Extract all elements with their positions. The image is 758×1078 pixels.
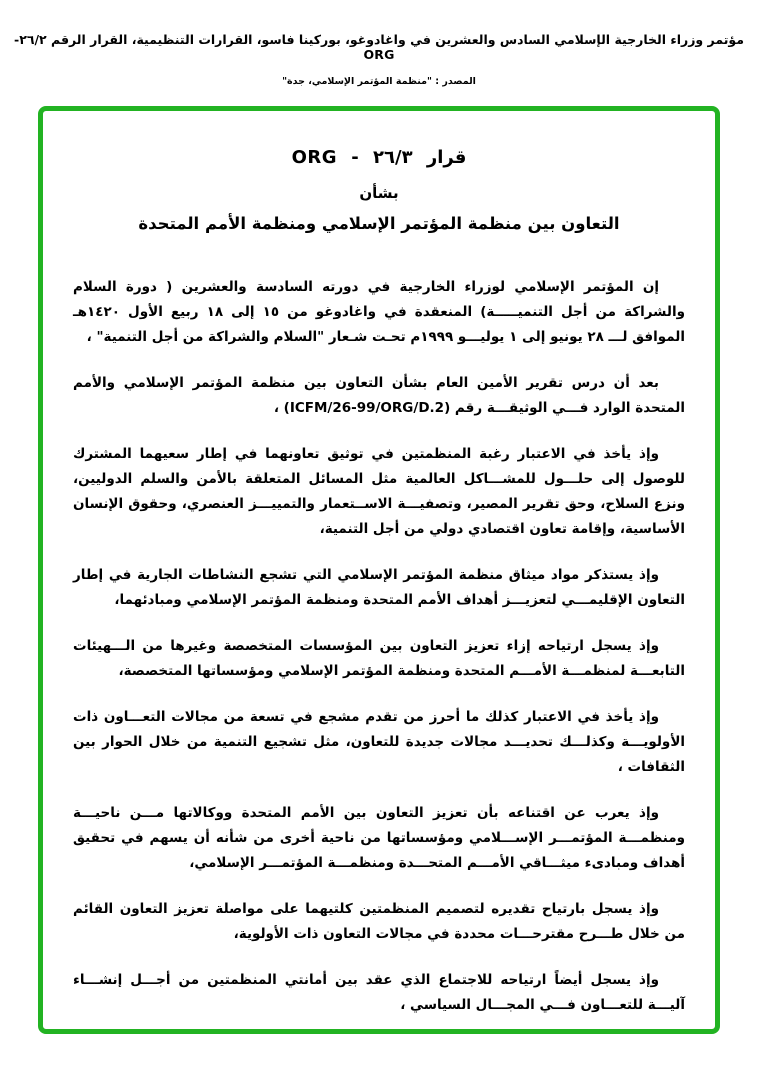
- resolution-number: قرار ٢٦/٣ - ORG: [291, 147, 467, 168]
- resolution-paragraph: وإذ يعرب عن اقتناعه بأن تعزيز التعاون بين الأمم المتحدة ووكالاتها مـــن ناحيـــة ومنظمـــة المؤتمـــر الإســـلامي ومؤسساتها من ناحية أخرى من شأنه أن يسهم في تحقيق أهداف ومبادىء ميثـــاقي الأمـــم المتحـــدة ومنظمـــة المؤتمـــر الإسلامي،: [73, 805, 685, 871]
- document-header: مؤتمر وزراء الخارجية الإسلامي السادس والعشرين في واغادوغو، بوركينا فاسو، القرارات التنظيمية، القرار الرقم ٢٦/٢-ORG: [14, 32, 744, 62]
- resolution-paragraph: وإذ يأخذ في الاعتبار كذلك ما أحرز من تقدم مشجع في تسعة من مجالات التعـــاون ذات الأولويـــة وكذلـــك تحديـــد مجالات جديدة للتعاون، مثل تشجيع التنمية من خلال الحوار بين الثقافات ،: [73, 709, 685, 775]
- green-border-frame: [38, 106, 720, 1034]
- source-line: المصدر : "منظمة المؤتمر الإسلامي، جدة": [282, 76, 476, 87]
- resolution-paragraph: بعد أن درس تقرير الأمين العام بشأن التعاون بين منظمة المؤتمر الإسلامي والأمم المتحدة الوارد فـــي الوثيقـــة رقم (ICFM/26-99/ORG/D.2) ،: [73, 375, 685, 416]
- resolution-content: [43, 111, 715, 1018]
- resolution-paragraph: وإذ يسجل ارتياحه إزاء تعزيز التعاون بين المؤسسات المتخصصة وغيرها من الـــهيئات التابعـــة لمنظمـــة الأمـــم المتحدة ومنظمة المؤتمر الإسلامي ومؤسساتها المتخصصة،: [73, 638, 685, 679]
- resolution-paragraph: إن المؤتمر الإسلامي لوزراء الخارجية في دورته السادسة والعشرين ( دورة السلام والشراكة من أجل التنميـــــة) المنعقدة في واغادوغو من ١٥ إلى ١٨ ربيع الأول ١٤٢٠هـ الموافق لـــ ٢٨ يونيو إلى ١ يوليـــو ١٩٩٩م تحـت شـعار "السلام والشراكة من أجل التنمية" ،: [73, 279, 685, 345]
- regarding-label: بشأن: [359, 184, 399, 202]
- resolution-body: [73, 275, 685, 1018]
- resolution-paragraph: وإذ يسجل أيضاً ارتياحه للاجتماع الذي عقد بين أمانتي المنظمتين من أجـــل إنشـــاء آليـــة للتعـــاون فـــي المجـــال السياسي ،: [73, 972, 685, 1013]
- resolution-paragraph: وإذ يأخذ في الاعتبار رغبة المنظمتين في توثيق تعاونهما في إطار سعيهما المشترك للوصول إلى حلـــول للمشـــاكل العالمية مثل المسائل المتعلقة بالأمن والسلم الدوليين، ونزع السلاح، وحق تقرير المصير، وتصفيـــة الاســتعمار والتمييـــز العنصري، وحقوق الإنسان الأساسية، وإقامة تعاون اقتصادي دولي من أجل التنمية،: [73, 446, 685, 537]
- resolution-paragraph: وإذ يستذكر مواد ميثاق منظمة المؤتمر الإسلامي التي تشجع النشاطات الجارية في إطار التعاون الإقليمـــي لتعزيـــز أهداف الأمم المتحدة ومنظمة المؤتمر الإسلامي ومبادئهما،: [73, 567, 685, 608]
- resolution-title: التعاون بين منظمة المؤتمر الإسلامي ومنظمة الأمم المتحدة: [138, 214, 620, 233]
- resolution-paragraph: وإذ يسجل بارتياح تقديره لتصميم المنظمتين كلتيهما على مواصلة تعزيز التعاون القائم من خلال طـــرح مقترحـــات محددة في مجالات التعاون ذات الأولوية،: [73, 901, 685, 942]
